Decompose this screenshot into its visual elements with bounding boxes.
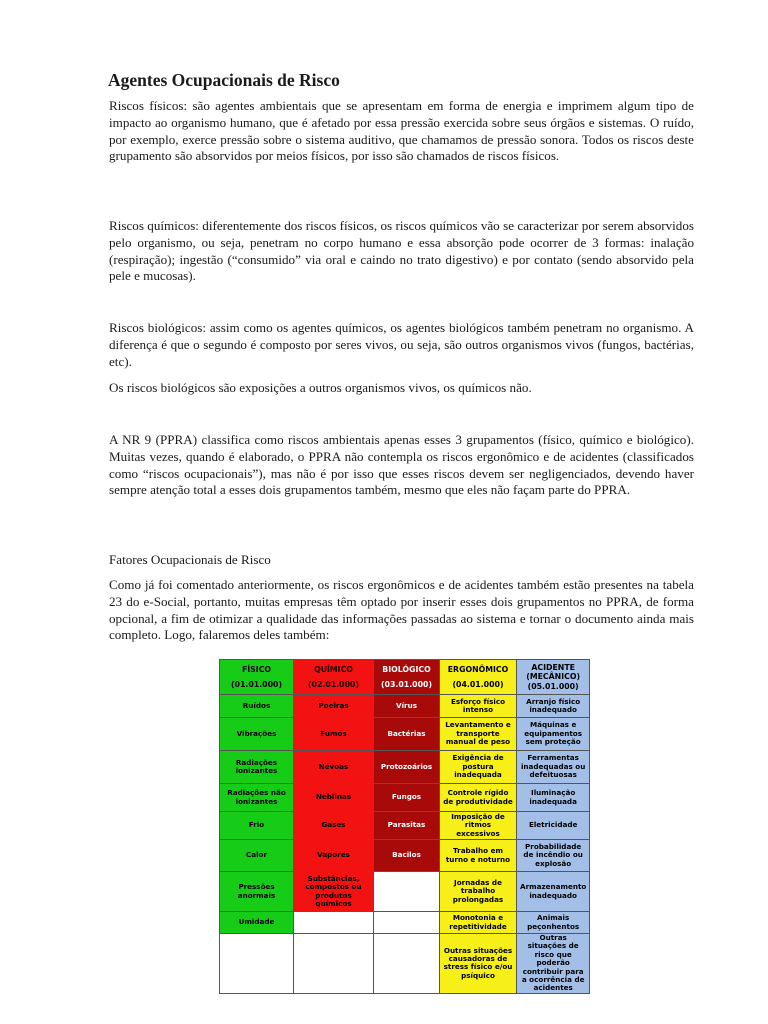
table-row — [220, 912, 590, 934]
table-cell: Pressões anormais — [220, 872, 294, 912]
table-row — [220, 872, 590, 912]
table-cell: Eletricidade — [517, 812, 590, 840]
paragraph-riscos-biologicos: Riscos biológicos: assim como os agentes químicos, os agentes biológicos também penetram no organismo. A diferença é que o segundo é composto por seres vivos, ou seja, são outros organismos vivos (fungos, bactérias, etc). — [109, 320, 694, 369]
table-cell: Fungos — [374, 784, 440, 812]
table-cell: Probabilidade de incêndio ou explosão — [517, 840, 590, 872]
table-cell: Levantamento e transporte manual de peso — [440, 718, 517, 751]
table-cell: Exigência de postura inadequada — [440, 751, 517, 784]
table-header-row — [220, 660, 590, 695]
table-cell: Gases — [294, 812, 374, 840]
table-cell: Vírus — [374, 695, 440, 718]
table-cell: Ruídos — [220, 695, 294, 718]
paragraph-esocial: Como já foi comentado anteriormente, os riscos ergonômicos e de acidentes também estão presentes na tabela 23 do e-Social, portanto, muitas empresas têm optado por inserir esses dois grupamentos no PPRA, de forma opcional, a fim de otimizar a qualidade das informações passadas ao sistema e tornar o documento ainda mais completo. Logo, falaremos deles também: — [109, 577, 694, 643]
table-cell: Máquinas e equipamentos sem proteção — [517, 718, 590, 751]
table-cell — [374, 912, 440, 934]
paragraph-riscos-fisicos: Riscos físicos: são agentes ambientais que se apresentam em forma de energia e imprimem algum tipo de impacto ao organismo humano, que é afetado por essa pressão exercida sobre seus órgãos e sistemas. O ruído, por exemplo, exerce pressão sobre o sistema auditivo, que chamamos de pressão sonora. Todos os riscos deste grupamento são absorvidos por meios físicos, por isso são chamados de riscos físicos. — [109, 98, 694, 164]
table-cell — [374, 934, 440, 994]
table-cell: Arranjo físico inadequado — [517, 695, 590, 718]
table-cell: Bactérias — [374, 718, 440, 751]
table-cell: Vibrações — [220, 718, 294, 751]
paragraph-nr9-ppra: A NR 9 (PPRA) classifica como riscos ambientais apenas esses 3 grupamentos (físico, químico e biológico). Muitas vezes, quando é elaborado, o PPRA não contempla os riscos ergonômico e de acidentes (classificados como “riscos ocupacionais”), mas não é por isso que esses riscos devem ser negligenciados, devendo haver sempre atenção total a esses dois grupamentos também, mesmo que eles não façam parte do PPRA. — [109, 432, 694, 498]
table-cell: Outras situações causadoras de stress físico e/ou psíquico — [440, 934, 517, 994]
table-row — [220, 718, 590, 751]
table-row — [220, 840, 590, 872]
table-cell: Radiações não ionizantes — [220, 784, 294, 812]
paragraph-biologicos-nota: Os riscos biológicos são exposições a outros organismos vivos, os químicos não. — [109, 380, 532, 395]
table-cell: Umidade — [220, 912, 294, 934]
table-cell: Iluminação inadequada — [517, 784, 590, 812]
header-biologico: BIOLÓGICO (03.01.000) — [374, 660, 440, 695]
table-cell: Frio — [220, 812, 294, 840]
table-cell: Protozoários — [374, 751, 440, 784]
table-cell: Armazenamento inadequado — [517, 872, 590, 912]
table-cell — [294, 912, 374, 934]
table-cell: Esforço físico intenso — [440, 695, 517, 718]
table-cell: Ferramentas inadequadas ou defeituosas — [517, 751, 590, 784]
table-cell: Poeiras — [294, 695, 374, 718]
table-cell: Vapores — [294, 840, 374, 872]
table-cell — [374, 872, 440, 912]
paragraph-riscos-quimicos: Riscos químicos: diferentemente dos riscos físicos, os riscos químicos vão se caracterizar por serem absorvidos pelo organismo, ou seja, penetram no corpo humano e essa absorção pode ocorrer de 3 formas: inalação (respiração); ingestão (“consumido” via oral e caindo no trato digestivo) e por contato (sendo absorvido pela pele e mucosas). — [109, 218, 694, 284]
table-cell — [294, 934, 374, 994]
header-acidente: ACIDENTE (MECÂNICO) (05.01.000) — [517, 660, 590, 695]
table-cell: Controle rígido de produtividade — [440, 784, 517, 812]
table-cell: Névoas — [294, 751, 374, 784]
header-quimico: QUÍMICO (02.01.000) — [294, 660, 374, 695]
table-cell: Imposição de ritmos excessivos — [440, 812, 517, 840]
table-cell: Outras situações de risco que poderão contribuir para a ocorrência de acidentes — [517, 934, 590, 994]
table-cell: Parasitas — [374, 812, 440, 840]
table-cell: Neblinas — [294, 784, 374, 812]
table-cell: Calor — [220, 840, 294, 872]
table-cell: Bacilos — [374, 840, 440, 872]
table-cell — [220, 934, 294, 994]
table-row — [220, 751, 590, 784]
table-row — [220, 695, 590, 718]
section-subheading: Fatores Ocupacionais de Risco — [109, 552, 271, 567]
header-ergonomico: ERGONÔMICO (04.01.000) — [440, 660, 517, 695]
table-cell: Jornadas de trabalho prolongadas — [440, 872, 517, 912]
risk-factors-table — [219, 659, 590, 994]
document-title: Agentes Ocupacionais de Risco — [108, 70, 340, 90]
table-row — [220, 784, 590, 812]
table-cell: Animais peçonhentos — [517, 912, 590, 934]
table-cell: Monotonia e repetitividade — [440, 912, 517, 934]
table-cell: Substâncias, compostos ou produtos químicos — [294, 872, 374, 912]
table-cell: Trabalho em turno e noturno — [440, 840, 517, 872]
table-row — [220, 812, 590, 840]
table-row — [220, 934, 590, 994]
header-fisico: FÍSICO (01.01.000) — [220, 660, 294, 695]
table-cell: Fumos — [294, 718, 374, 751]
table-cell: Radiações ionizantes — [220, 751, 294, 784]
